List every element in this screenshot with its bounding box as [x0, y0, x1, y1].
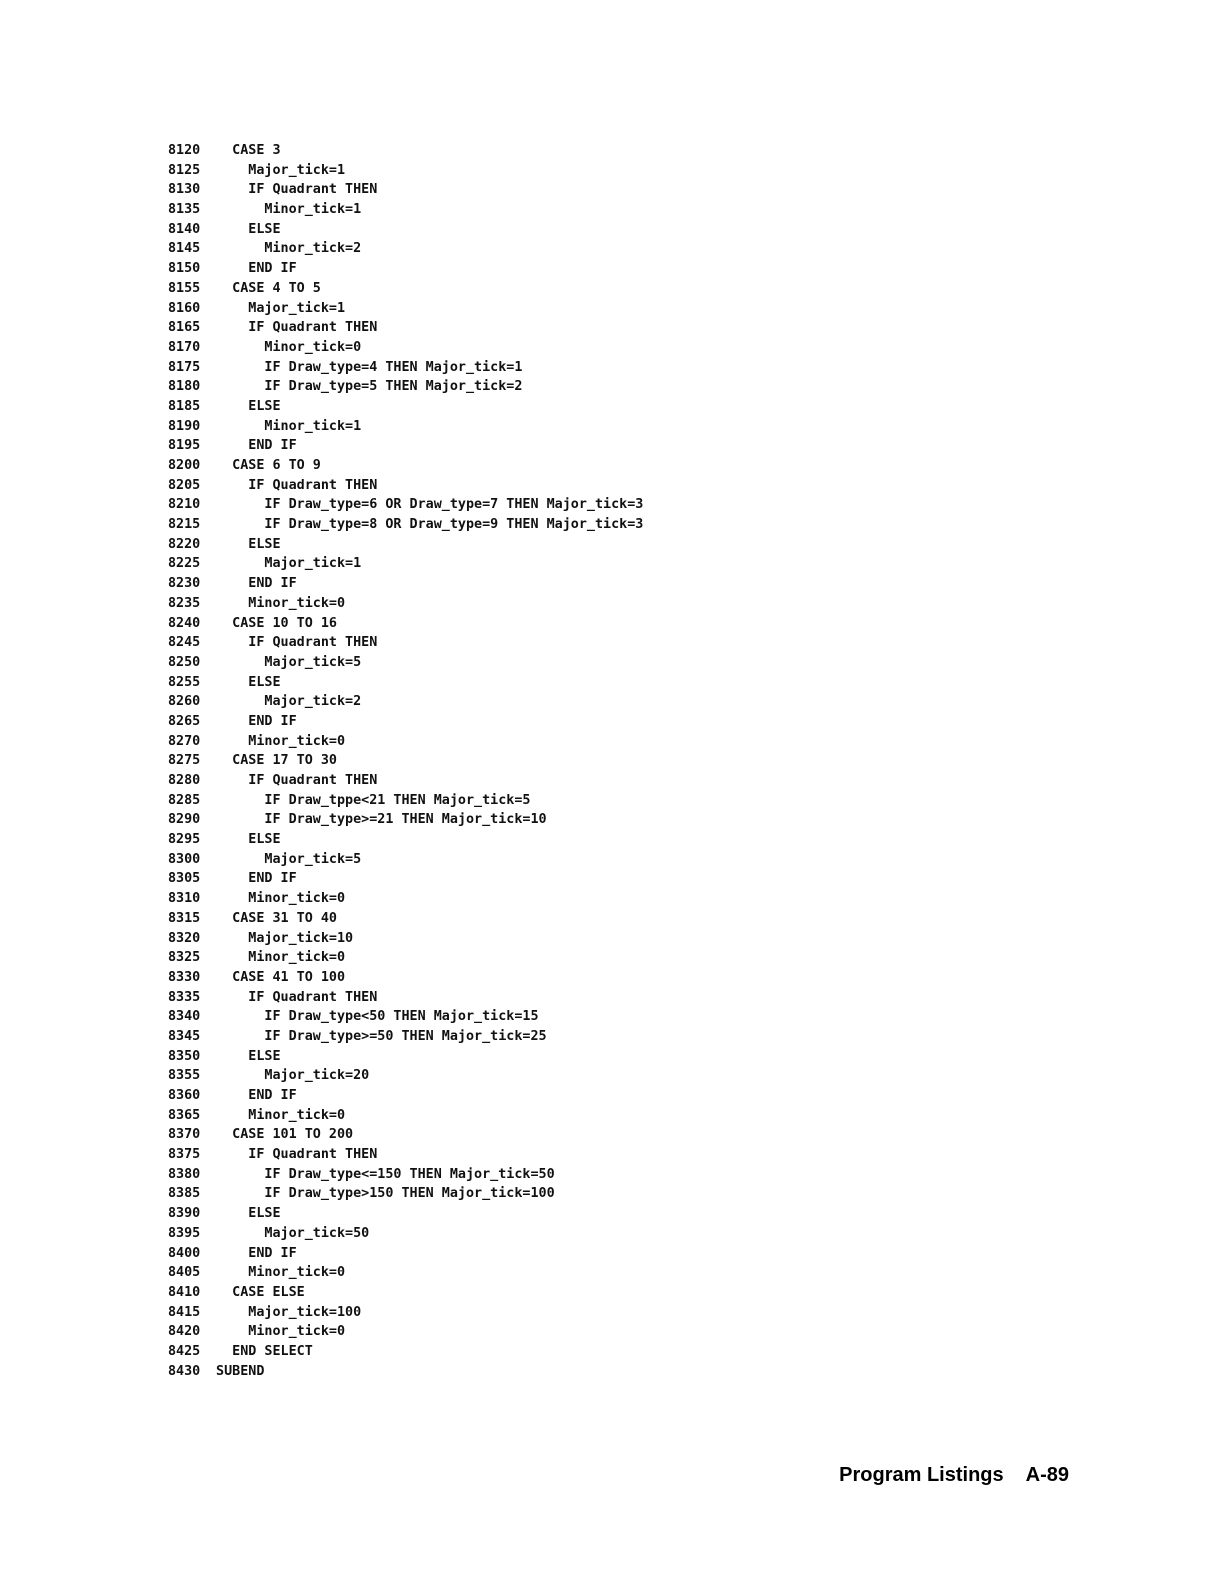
- code-text: Minor_tick=0: [208, 1324, 346, 1340]
- code-line: [168, 732, 643, 752]
- line-number: 8170: [168, 339, 201, 355]
- line-number: 8225: [168, 556, 201, 572]
- line-number: 8295: [168, 832, 201, 848]
- line-number: 8390: [168, 1206, 201, 1222]
- code-line: [168, 1283, 643, 1303]
- code-line: [168, 495, 643, 515]
- code-line: [168, 377, 643, 397]
- code-text: Minor_tick=0: [208, 950, 346, 966]
- code-line: [168, 791, 643, 811]
- line-number: 8160: [168, 300, 201, 316]
- code-text: IF Draw_tppe<21 THEN Major_tick=5: [208, 792, 531, 808]
- code-line: [168, 574, 643, 594]
- line-number: 8180: [168, 379, 201, 395]
- code-line: [168, 929, 643, 949]
- code-text: ELSE: [208, 674, 281, 690]
- line-number: 8200: [168, 458, 201, 473]
- code-line: [168, 909, 643, 929]
- code-line: [168, 653, 643, 673]
- code-text: Major_tick=1: [208, 300, 346, 316]
- line-number: 8125: [168, 162, 201, 178]
- code-text: IF Quadrant THEN: [208, 182, 378, 198]
- code-line: [168, 1086, 643, 1106]
- code-line: [168, 1165, 643, 1185]
- code-line: [168, 259, 643, 279]
- code-text: IF Draw_type>=50 THEN Major_tick=25: [208, 1028, 547, 1044]
- code-line: [168, 436, 643, 456]
- code-text: Major_tick=1: [208, 556, 362, 572]
- code-text: Major_tick=10: [208, 930, 354, 946]
- code-line: [168, 161, 643, 181]
- code-line: [168, 1322, 643, 1342]
- code-text: IF Draw_type=5 THEN Major_tick=2: [208, 379, 523, 395]
- code-text: ELSE: [208, 832, 281, 848]
- line-number: 8300: [168, 851, 201, 867]
- code-text: ELSE: [208, 1048, 281, 1064]
- line-number: 8135: [168, 202, 201, 218]
- code-line: [168, 810, 643, 830]
- line-number: 8310: [168, 891, 201, 907]
- code-line: [168, 456, 643, 476]
- code-line: [168, 299, 643, 319]
- code-text: IF Draw_type>=21 THEN Major_tick=10: [208, 812, 547, 828]
- code-text: Major_tick=2: [208, 694, 362, 710]
- line-number: 8375: [168, 1147, 201, 1163]
- line-number: 8215: [168, 517, 201, 533]
- code-line: [168, 1263, 643, 1283]
- code-text: CASE 10 TO 16: [208, 615, 337, 631]
- code-text: IF Quadrant THEN: [208, 1147, 378, 1163]
- code-text: CASE 101 TO 200: [208, 1127, 354, 1143]
- code-text: END IF: [208, 713, 297, 729]
- code-line: [168, 988, 643, 1008]
- code-text: SUBEND: [208, 1363, 265, 1379]
- code-text: IF Quadrant THEN: [208, 635, 378, 651]
- section-title: Program Listings: [839, 1464, 1004, 1486]
- line-number: 8370: [168, 1127, 201, 1143]
- line-number: 8250: [168, 654, 201, 670]
- code-text: Major_tick=100: [208, 1304, 362, 1320]
- code-text: Minor_tick=0: [208, 891, 346, 907]
- code-line: [168, 318, 643, 338]
- line-number: 8255: [168, 674, 201, 690]
- code-line: [168, 1145, 643, 1165]
- code-line: [168, 338, 643, 358]
- code-text: Minor_tick=0: [208, 1265, 346, 1281]
- line-number: 8165: [168, 320, 201, 336]
- code-text: END IF: [208, 576, 297, 592]
- page-number: A-89: [1025, 1464, 1069, 1486]
- code-line: [168, 1244, 643, 1264]
- code-line: [168, 397, 643, 417]
- code-text: IF Quadrant THEN: [208, 320, 378, 336]
- code-text: Minor_tick=0: [208, 595, 346, 611]
- code-line: [168, 239, 643, 259]
- code-text: END IF: [208, 261, 297, 277]
- code-text: IF Quadrant THEN: [208, 989, 378, 1005]
- code-line: [168, 358, 643, 378]
- line-number: 8155: [168, 280, 201, 296]
- line-number: 8420: [168, 1324, 201, 1340]
- line-number: 8405: [168, 1265, 201, 1281]
- line-number: 8410: [168, 1284, 201, 1300]
- code-line: [168, 633, 643, 653]
- code-text: IF Draw_type=6 OR Draw_type=7 THEN Major_tick=3: [208, 497, 644, 513]
- line-number: 8325: [168, 950, 201, 966]
- code-line: [168, 141, 643, 161]
- code-text: END IF: [208, 871, 297, 887]
- code-text: END IF: [208, 438, 297, 454]
- code-text: Major_tick=5: [208, 654, 362, 670]
- page-footer: [839, 1464, 1069, 1487]
- code-line: [168, 869, 643, 889]
- code-text: CASE 41 TO 100: [208, 969, 346, 985]
- code-text: IF Draw_type=8 OR Draw_type=9 THEN Major_tick=3: [208, 517, 644, 533]
- code-line: [168, 1066, 643, 1086]
- code-text: IF Draw_type=4 THEN Major_tick=1: [208, 359, 523, 375]
- line-number: 8270: [168, 733, 201, 749]
- line-number: 8345: [168, 1028, 201, 1044]
- code-line: [168, 554, 643, 574]
- code-line: [168, 220, 643, 240]
- code-line: [168, 1184, 643, 1204]
- code-line: [168, 1342, 643, 1362]
- line-number: 8275: [168, 753, 201, 769]
- code-text: Major_tick=50: [208, 1225, 370, 1241]
- code-text: Major_tick=5: [208, 851, 362, 867]
- line-number: 8130: [168, 182, 201, 198]
- code-line: [168, 279, 643, 299]
- code-line: [168, 515, 643, 535]
- line-number: 8265: [168, 713, 201, 729]
- code-text: IF Draw_type<=150 THEN Major_tick=50: [208, 1166, 555, 1182]
- code-text: END IF: [208, 1245, 297, 1261]
- code-text: CASE 3: [208, 143, 281, 158]
- line-number: 8190: [168, 418, 201, 434]
- line-number: 8305: [168, 871, 201, 887]
- line-number: 8395: [168, 1225, 201, 1241]
- code-line: [168, 1204, 643, 1224]
- code-line: [168, 850, 643, 870]
- code-line: [168, 200, 643, 220]
- code-line: [168, 948, 643, 968]
- code-text: CASE 4 TO 5: [208, 280, 321, 296]
- code-line: [168, 889, 643, 909]
- line-number: 8220: [168, 536, 201, 552]
- code-text: IF Draw_type>150 THEN Major_tick=100: [208, 1186, 555, 1202]
- line-number: 8385: [168, 1186, 201, 1202]
- line-number: 8350: [168, 1048, 201, 1064]
- code-text: Minor_tick=2: [208, 241, 362, 257]
- line-number: 8400: [168, 1245, 201, 1261]
- code-text: Minor_tick=0: [208, 339, 362, 355]
- code-text: CASE 6 TO 9: [208, 458, 321, 473]
- code-text: Minor_tick=1: [208, 202, 362, 218]
- code-line: [168, 830, 643, 850]
- code-text: END SELECT: [208, 1343, 313, 1359]
- code-text: IF Quadrant THEN: [208, 477, 378, 493]
- line-number: 8280: [168, 773, 201, 788]
- line-number: 8120: [168, 143, 201, 158]
- code-line: [168, 1047, 643, 1067]
- line-number: 8320: [168, 930, 201, 946]
- code-line: [168, 1362, 643, 1382]
- code-line: [168, 673, 643, 693]
- code-line: [168, 712, 643, 732]
- code-text: ELSE: [208, 1206, 281, 1222]
- code-line: [168, 771, 643, 791]
- line-number: 8365: [168, 1107, 201, 1123]
- line-number: 8175: [168, 359, 201, 375]
- line-number: 8355: [168, 1068, 201, 1084]
- code-line: [168, 417, 643, 437]
- line-number: 8230: [168, 576, 201, 592]
- code-text: CASE 17 TO 30: [208, 753, 337, 769]
- line-number: 8340: [168, 1009, 201, 1025]
- line-number: 8205: [168, 477, 201, 493]
- code-line: [168, 968, 643, 988]
- code-text: Minor_tick=1: [208, 418, 362, 434]
- code-line: [168, 1106, 643, 1126]
- line-number: 8330: [168, 969, 201, 985]
- code-text: ELSE: [208, 221, 281, 237]
- line-number: 8335: [168, 989, 201, 1005]
- line-number: 8210: [168, 497, 201, 513]
- code-text: CASE ELSE: [208, 1284, 305, 1300]
- code-text: Minor_tick=0: [208, 1107, 346, 1123]
- code-text: CASE 31 TO 40: [208, 910, 337, 926]
- code-text: ELSE: [208, 398, 281, 414]
- line-number: 8315: [168, 910, 201, 926]
- line-number: 8260: [168, 694, 201, 710]
- code-line: [168, 751, 643, 771]
- code-line: [168, 594, 643, 614]
- line-number: 8145: [168, 241, 201, 257]
- code-text: IF Draw_type<50 THEN Major_tick=15: [208, 1009, 539, 1025]
- code-line: [168, 1027, 643, 1047]
- code-line: [168, 692, 643, 712]
- code-line: [168, 1224, 643, 1244]
- line-number: 8235: [168, 595, 201, 611]
- code-text: Major_tick=20: [208, 1068, 370, 1084]
- line-number: 8195: [168, 438, 201, 454]
- line-number: 8290: [168, 812, 201, 828]
- code-text: Minor_tick=0: [208, 733, 346, 749]
- line-number: 8415: [168, 1304, 201, 1320]
- code-line: [168, 1007, 643, 1027]
- code-text: Major_tick=1: [208, 162, 346, 178]
- line-number: 8240: [168, 615, 201, 631]
- line-number: 8360: [168, 1088, 201, 1103]
- line-number: 8380: [168, 1166, 201, 1182]
- code-text: IF Quadrant THEN: [208, 773, 378, 788]
- line-number: 8245: [168, 635, 201, 651]
- code-text: ELSE: [208, 536, 281, 552]
- code-line: [168, 476, 643, 496]
- code-line: [168, 180, 643, 200]
- code-line: [168, 535, 643, 555]
- code-line: [168, 1125, 643, 1145]
- program-listing: [168, 141, 643, 1381]
- line-number: 8425: [168, 1343, 201, 1359]
- code-text: END IF: [208, 1088, 297, 1103]
- line-number: 8140: [168, 221, 201, 237]
- code-line: [168, 1303, 643, 1323]
- line-number: 8185: [168, 398, 201, 414]
- line-number: 8430: [168, 1363, 201, 1379]
- line-number: 8150: [168, 261, 201, 277]
- code-line: [168, 614, 643, 634]
- line-number: 8285: [168, 792, 201, 808]
